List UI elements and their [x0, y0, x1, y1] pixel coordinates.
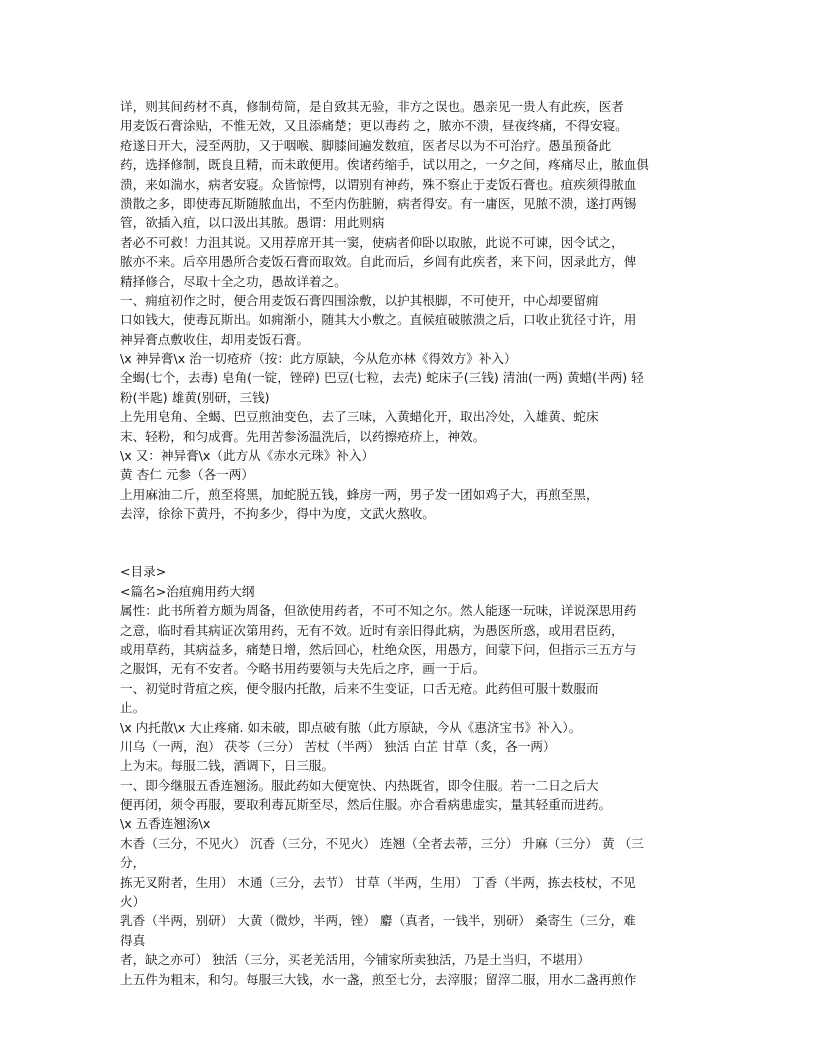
text-line: 精择修合，尽取十全之功，愚故详着之。 [120, 273, 347, 289]
text-line: 去滓，徐徐下黄丹，不拘多少，得中为度，文武火熬收。 [120, 506, 435, 522]
text-line: 川乌（一两，泡） 茯苓（三分） 苦杖（半两） 独活 白芷 甘草（炙，各一两） [120, 738, 556, 754]
text-line: <篇名>治疽痈用药大纲 [120, 583, 255, 599]
text-line: 用麦饭石膏涂贴，不惟无效，又且添痛楚；更以毒药 之，脓亦不溃，昼夜终痛，不得安寝。 [120, 118, 628, 134]
text-line: \x 又：神异膏\x（此方从《赤水元珠》补入） [120, 448, 375, 464]
section-yongyao-dagang [120, 562, 700, 989]
section-gap [120, 524, 700, 543]
text-line: 脓亦不来。后卒用愚所合麦饭石膏而取效。自此而后，乡闾有此疾者，来下问，因录此方，俾 [120, 254, 637, 270]
text-line: 口如钱大，使毒瓦斯出。如痈渐小，随其大小敷之。直候疽破脓溃之后，口收止犹径寸许，用 [120, 312, 637, 328]
text-line: 分， [120, 855, 146, 871]
text-line: 末、轻粉，和匀成膏。先用苦参汤温洗后，以药擦疮疥上，神效。 [120, 428, 486, 444]
text-line: 止。 [120, 700, 146, 716]
text-line: 或用草药，其病益多，痛楚日增，然后回心，杜绝众医，用愚方，间蒙下问，但指示三五方与 [120, 641, 637, 657]
text-line: 溃，来如湍水，病者安寝。众皆惊愕，以谓别有神药，殊不察止于麦饭石膏也。疽疾须得脓血 [120, 176, 637, 192]
text-line: 溃散之多，即使毒瓦斯随脓血出，不至内伤脏腑，病者得安。有一庸医，见脓不溃，遂打两锡 [120, 195, 637, 211]
text-line: 黄 杏仁 元参（各一两） [120, 467, 254, 483]
text-line: 木香（三分，不见火） 沉香（三分，不见火） 连翘（全者去蒂，三分） 升麻（三分） 黄 （三 [120, 835, 644, 851]
text-line: 乳香（半两，别研） 大黄（微炒，半两，锉） 麝（真者，一钱半，别研） 桑寄生（三分，难 [120, 913, 636, 929]
text-line: 上先用皂角、全蝎、巴豆煎油变色，去了三味，入黄蜡化开，取出冷处，入雄黄、蛇床 [120, 409, 599, 425]
text-line: \x 内托散\x 大止疼痛. 如未破，即点破有脓（此方原缺，今从《惠济宝书》补入）。 [120, 719, 582, 735]
text-line: 管，欲插入疽，以口汲出其脓。愚谓：用此则病 [120, 215, 385, 231]
document-page [120, 97, 700, 989]
text-line: 神异膏点敷收住，却用麦饭石膏。 [120, 331, 309, 347]
text-line: 一、痈疽初作之时，便合用麦饭石膏四围涂敷，以护其根脚，不可使开，中心却要留痈 [120, 292, 599, 308]
text-line: 一、即今继服五香连翘汤。服此药如大便宽快、内热既省，即令住服。若一二日之后大 [120, 777, 599, 793]
text-line: \x 五香连翘汤\x [120, 816, 211, 832]
text-line: 详，则其间药材不真，修制苟简，是自致其无验，非方之误也。愚亲见一贵人有此疾，医者 [120, 99, 624, 114]
text-line: 火） [120, 894, 146, 910]
text-line: \x 神异膏\x 治一切疮疥（按：此方原缺，今从危亦林《得效方》补入） [120, 351, 517, 367]
text-line: 者，缺之亦可） 独活（三分，买老羌活用，今铺家所卖独活，乃是土当归，不堪用） [120, 952, 590, 968]
text-line: 拣无叉附者，生用） 木通（三分，去节） 甘草（半两，生用） 丁香（半两，拣去枝杖，不见 [120, 874, 636, 890]
text-line: 之服饵，无有不安者。今略书用药要领与夫先后之序，画一于后。 [120, 661, 486, 677]
text-line: 疮遂日开大，浸至两肋，又于咽喉、脚膝间遍发数疽，医者尽以为不可治疗。愚虽预备此 [120, 137, 612, 153]
text-line: 得真 [120, 932, 146, 948]
text-line: 一、初觉时背疽之疾，便令服内托散，后来不生变证，口舌无疮。此药但可服十数服而 [120, 680, 599, 696]
text-line: 药，选择修制，既良且精，而未敢便用。俟诸药缩手，试以用之，一夕之间，疼痛尽止，脓血俱 [120, 157, 649, 173]
text-line: 上为末。每服二钱，酒调下，日三服。 [120, 758, 335, 774]
text-line: 者必不可救！力沮其说。又用荐席开其一窦，使病者仰卧以取脓，此说不可谏，因令试之， [120, 234, 624, 250]
text-line: 属性：此书所着方颇为周备，但欲使用药者，不可不知之尔。然人能逐一玩味，详说深思用药 [120, 603, 637, 619]
text-line: 粉(半匙) 雄黄(别研，三钱) [120, 389, 270, 405]
text-line: 之意，临时看其病证次第用药，无有不效。近时有亲旧得此病，为愚医所惑，或用君臣药， [120, 622, 624, 638]
text-line: 便再闭，须令再服，要取利毒瓦斯至尽，然后住服。亦合看病患虚实，量其轻重而进药。 [120, 797, 612, 813]
text-line: <目录> [120, 564, 167, 580]
text-line: 上用麻油二斤，煎至将黑，加蛇脱五钱，蜂房一两，男子发一团如鸡子大，再煎至黑， [120, 486, 599, 502]
text-line: 全蝎(七个，去毒) 皂角(一锭，锉碎) 巴豆(七粒，去壳) 蛇床子(三钱) 清油(一两) 黄蜡(半两) 轻 [120, 370, 644, 386]
section-gap [120, 543, 700, 562]
section-shenyigao [120, 97, 700, 524]
text-line: 上五件为粗末，和匀。每服三大钱，水一盏，煎至七分，去滓服；留滓二服，用水二盏再煎作 [120, 971, 637, 987]
